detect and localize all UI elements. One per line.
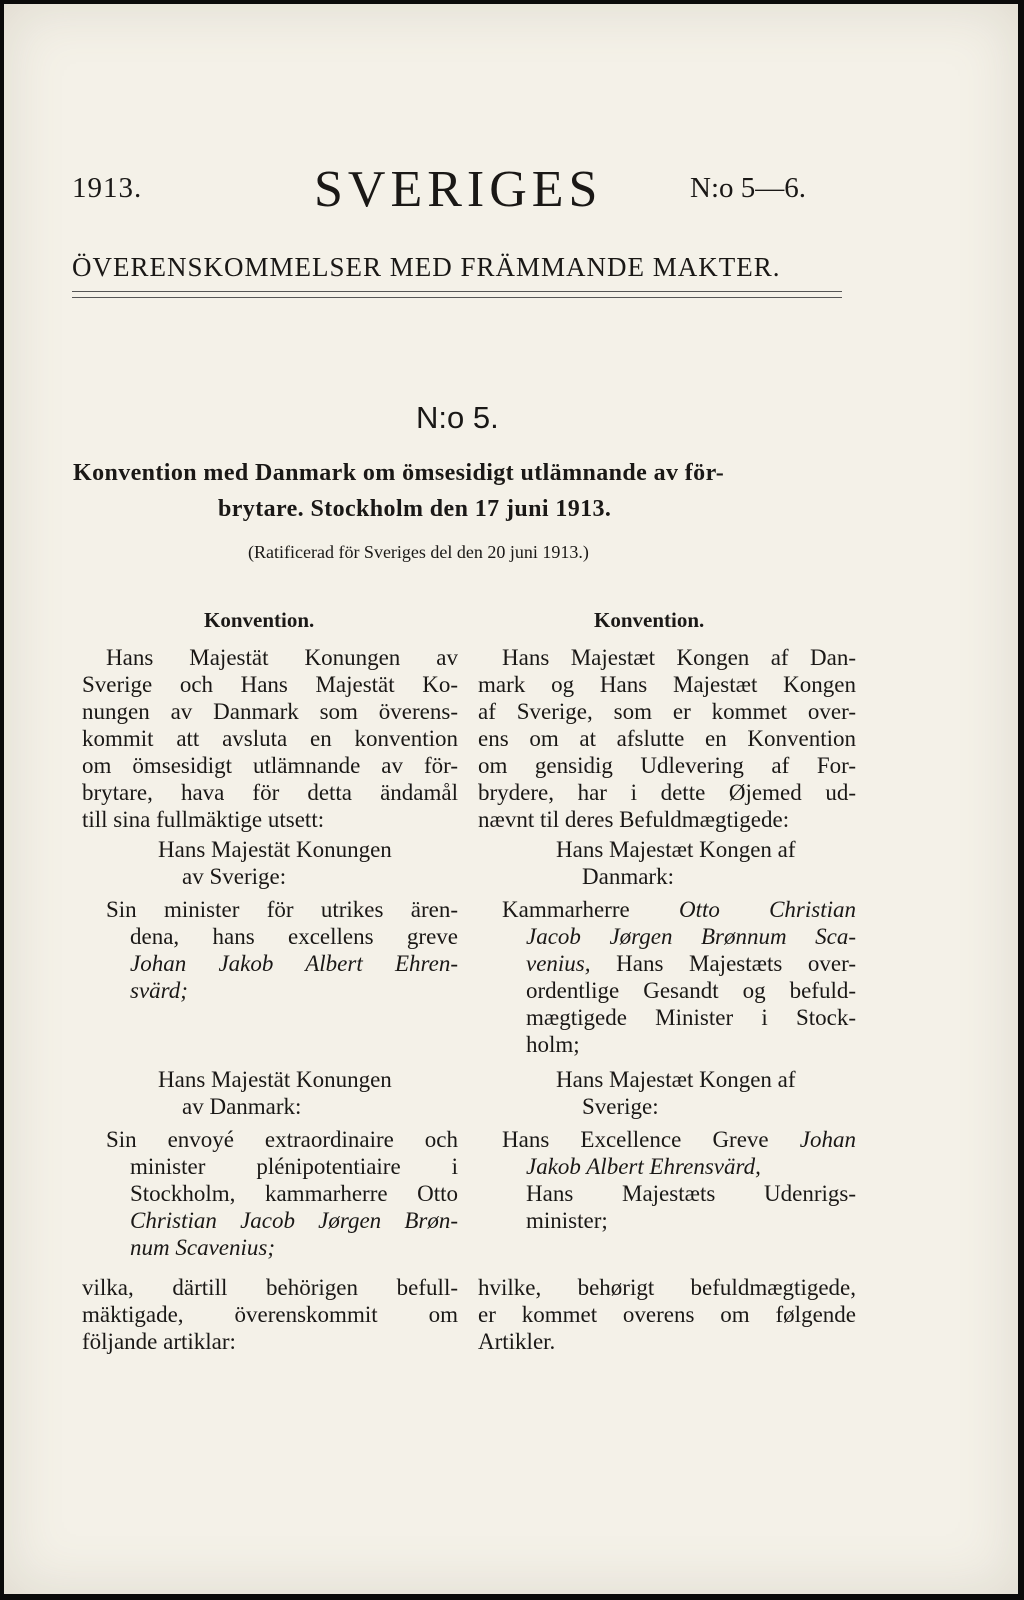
text-line: Stockholm, kammarherre Otto	[130, 1181, 458, 1206]
text-line: Jakob Albert Ehrensvärd,	[526, 1154, 761, 1179]
text-line: Jacob Jørgen Brønnum Sca-	[526, 924, 856, 949]
text-line: brytare, hava för detta ändamål	[82, 780, 458, 805]
text-line: er kommet overens om følgende	[478, 1302, 856, 1327]
text-line: till sina fullmäktige utsett:	[82, 807, 325, 832]
text-line: Sverige och Hans Majestät Ko-	[82, 672, 458, 697]
ratification-note: (Ratificerad för Sveriges del den 20 juni 1913.)	[248, 542, 589, 562]
right-delegate-1	[478, 896, 856, 1058]
text-line: Hans Excellence Greve Johan	[502, 1127, 856, 1152]
text-line: Sin minister för utrikes ären-	[106, 897, 458, 922]
text-line: Hans Majestät Konungen	[158, 1067, 392, 1092]
right-column-heading: Konvention.	[594, 608, 705, 632]
double-rule-bottom	[72, 297, 842, 298]
text-line: mægtigede Minister i Stock-	[526, 1005, 856, 1030]
text-line: nævnt til deres Befuldmægtigede:	[478, 807, 790, 832]
italic-name: venius,	[526, 951, 591, 976]
text-line: dena, hans excellens greve	[130, 924, 458, 949]
text-line: af Sverige, som er kommet over-	[478, 699, 856, 724]
text-line: minister;	[526, 1208, 608, 1233]
left-preamble	[82, 644, 458, 833]
text-line: av Sverige:	[182, 864, 287, 889]
year: 1913.	[72, 172, 143, 204]
text-line: följande artiklar:	[82, 1329, 236, 1354]
text-line: brydere, har i dette Øjemed ud-	[478, 780, 856, 805]
text-line: nungen av Danmark som överens-	[82, 699, 458, 724]
convention-title-line-1: Konvention med Danmark om ömsesidigt utlämnande av för-	[73, 460, 725, 486]
left-king-sweden	[82, 836, 458, 890]
text-line: Johan Jakob Albert Ehren-	[130, 951, 458, 976]
text-line: av Danmark:	[182, 1094, 302, 1119]
text-line: venius, Hans Majestæts over-	[526, 951, 856, 976]
left-column-heading: Konvention.	[204, 608, 315, 632]
text-line: Hans Majestæt Kongen af	[556, 837, 796, 862]
double-rule-top	[72, 291, 842, 292]
issue-number: N:o 5—6.	[690, 172, 806, 204]
text-line: Sverige:	[582, 1094, 659, 1119]
text-line: om ömsesidigt utlämnande av för-	[82, 753, 458, 778]
italic-name: Johan	[799, 1127, 856, 1152]
convention-title-line-2: brytare. Stockholm den 17 juni 1913.	[218, 496, 612, 522]
country-heading: SVERIGES	[314, 161, 603, 218]
left-delegate-2	[82, 1126, 458, 1261]
text-line: Hans Majestät Konungen	[158, 837, 392, 862]
text-line: om gensidig Udlevering af For-	[478, 753, 856, 778]
text-line: holm;	[526, 1032, 580, 1057]
text-line: Hans Majestæt Kongen af Dan-	[502, 645, 856, 670]
right-closing	[478, 1274, 856, 1355]
text-line: mäktigade, överenskommit om	[82, 1302, 458, 1327]
text-line: Danmark:	[582, 864, 674, 889]
text-line: Sin envoyé extraordinaire och	[106, 1127, 458, 1152]
text-line: Christian Jacob Jørgen Brøn-	[130, 1208, 458, 1233]
text-line: svärd;	[130, 978, 188, 1003]
text-line: minister plénipotentiaire i	[130, 1154, 458, 1179]
right-delegate-2	[478, 1126, 856, 1234]
text-line: Hans Majestät Konungen av	[106, 645, 458, 670]
text-line: mark og Hans Majestæt Kongen	[478, 672, 856, 697]
text-line: Hans Majestæts Udenrigs-	[526, 1181, 856, 1206]
right-preamble	[478, 644, 856, 833]
italic-name: Otto Christian	[678, 897, 856, 922]
text-line: Hans Majestæt Kongen af	[556, 1067, 796, 1092]
text-line: vilka, därtill behörigen befull-	[82, 1275, 458, 1300]
right-king-sweden	[478, 1066, 856, 1120]
section-number: N:o 5.	[416, 400, 499, 435]
left-closing	[82, 1274, 458, 1355]
document-page	[4, 4, 1018, 1594]
left-delegate-1	[82, 896, 458, 1004]
text-line: Artikler.	[478, 1329, 556, 1354]
text-line: hvilke, behørigt befuldmægtigede,	[478, 1275, 856, 1300]
text-line: ordentlige Gesandt og befuld-	[526, 978, 856, 1003]
series-subtitle: ÖVERENSKOMMELSER MED FRÄMMANDE MAKTER.	[72, 252, 781, 282]
right-king-denmark	[478, 836, 856, 890]
left-king-denmark	[82, 1066, 458, 1120]
text-line: Kammarherre Otto Christian	[502, 897, 856, 922]
text-line: kommit att avsluta en konvention	[82, 726, 458, 751]
text-line: num Scavenius;	[130, 1235, 275, 1260]
text-line: ens om at afslutte en Konvention	[478, 726, 856, 751]
